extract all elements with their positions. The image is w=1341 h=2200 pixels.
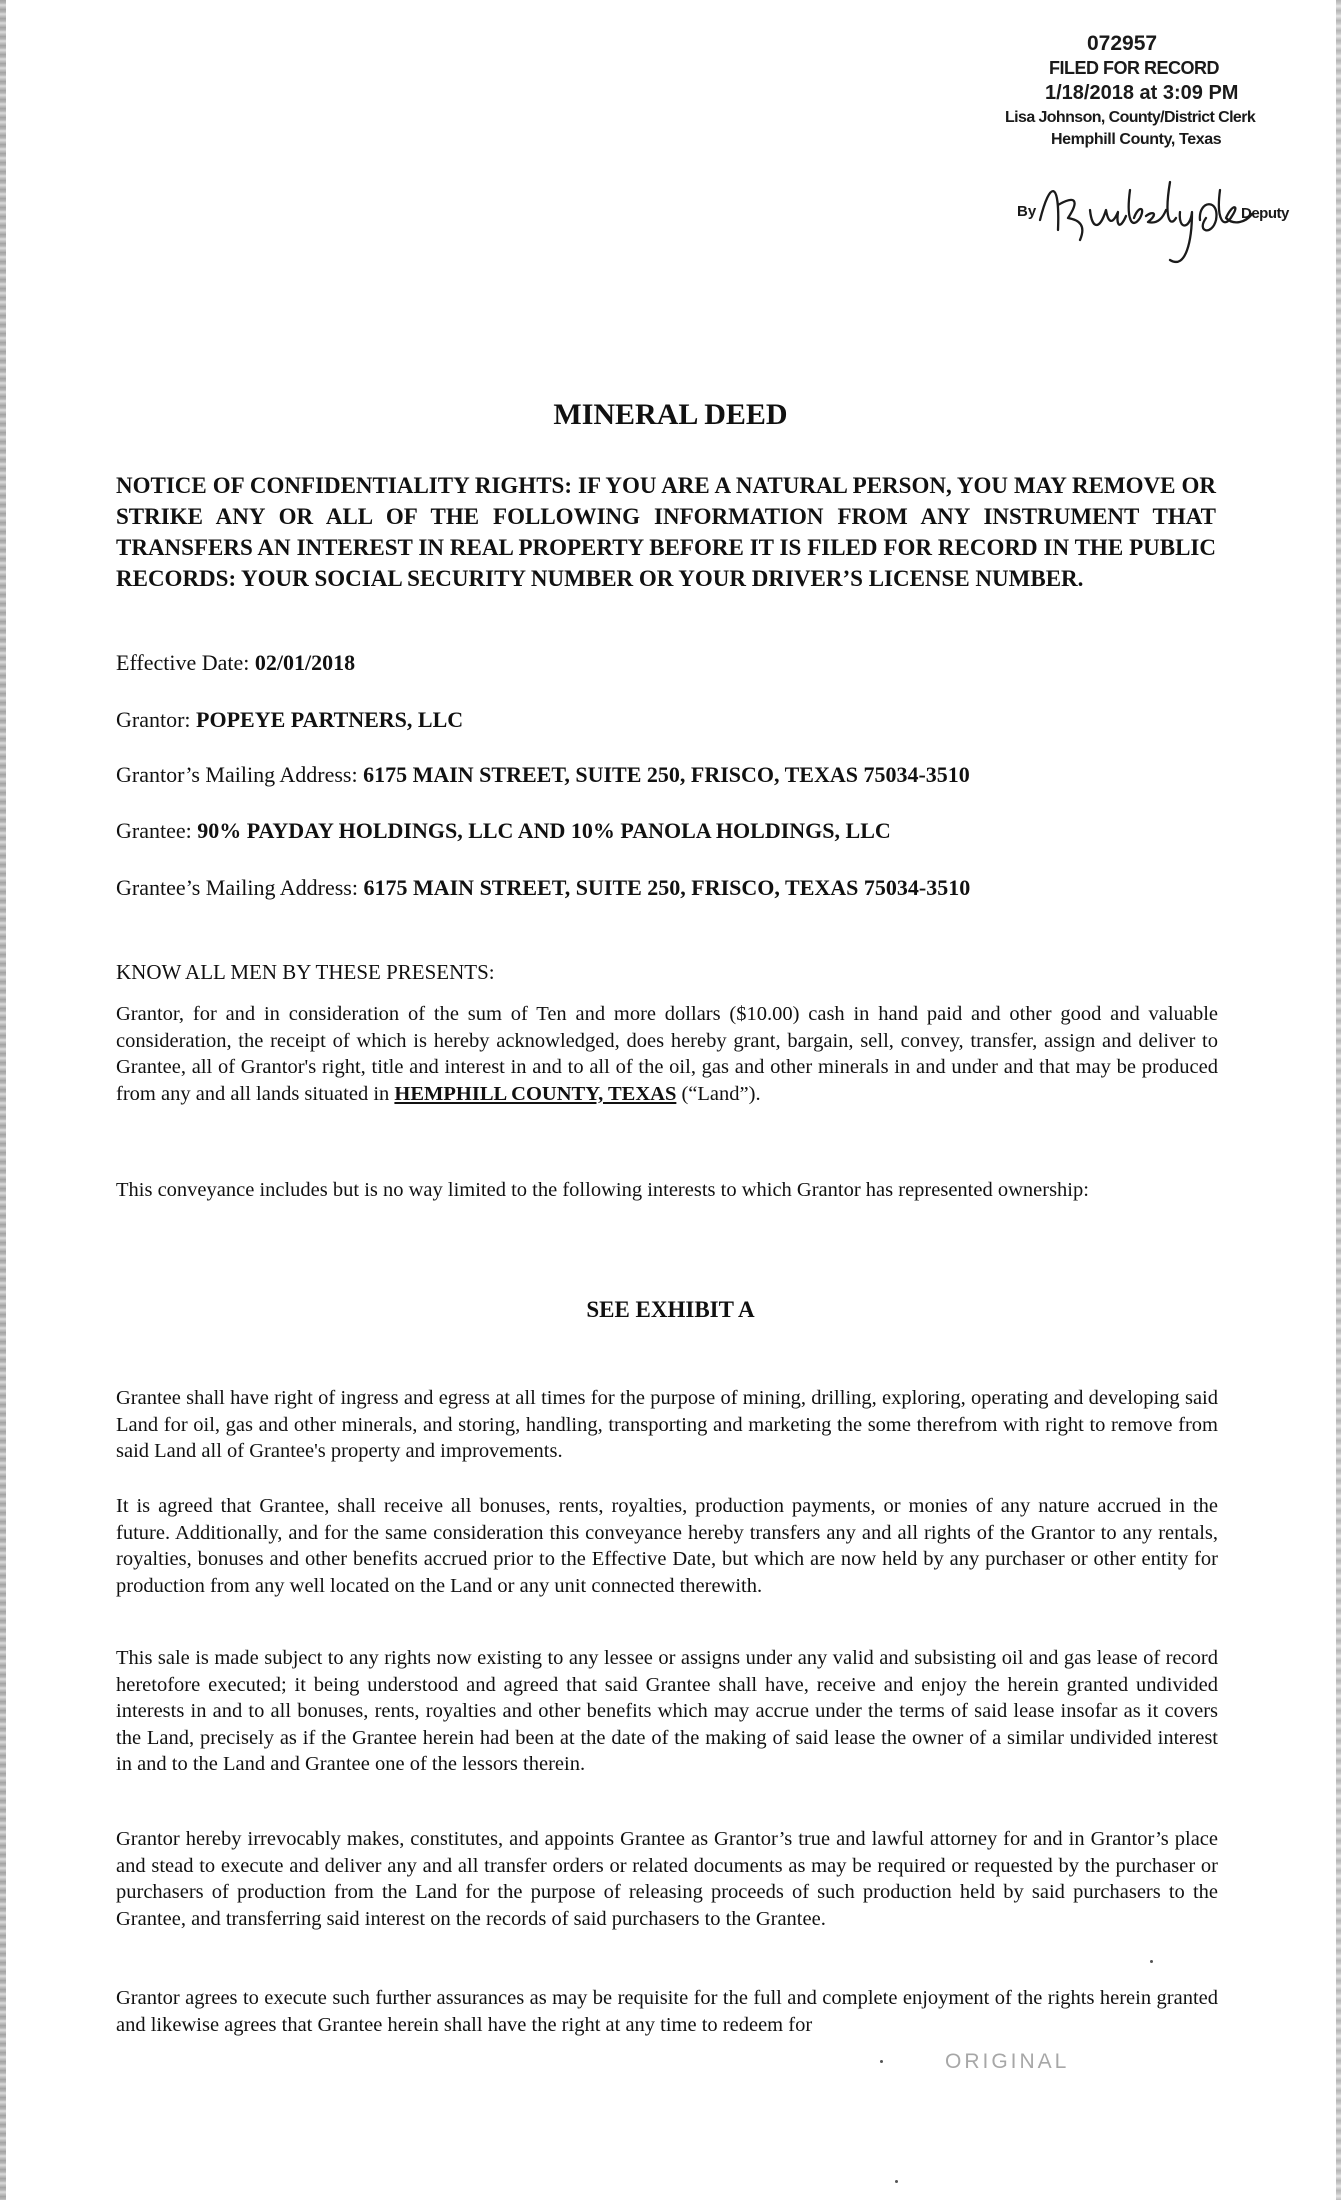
- county-name: Hemphill County, Texas: [1051, 131, 1222, 148]
- grantee-address-value: 6175 MAIN STREET, SUITE 250, FRISCO, TEXAS 75034-3510: [363, 875, 971, 900]
- attorney-paragraph: Grantor hereby irrevocably makes, constitutes, and appoints Grantee as Grantor’s true and lawful attorney for and in Grantor’s place and stead to execute and deliver any and all transfer orders or related documents as may be required or requested by the purchaser or purchasers of production from the Land for the purpose of releasing proceeds of such production held by said purchasers to the Grantee, and transferring said interest on the records of said purchasers to the Grantee.: [116, 1828, 1218, 1930]
- grant-paragraph-end: (“Land”).: [681, 1082, 761, 1105]
- grant-county: HEMPHILL COUNTY, TEXAS: [394, 1082, 677, 1105]
- grantor-value: POPEYE PARTNERS, LLC: [196, 707, 464, 732]
- original-stamp: ORIGINAL: [945, 2050, 1070, 2073]
- confidentiality-notice: NOTICE OF CONFIDENTIALITY RIGHTS: IF YOU ARE A NATURAL PERSON, YOU MAY REMOVE OR STRIKE ANY OR ALL OF THE FOLLOWING INFORMATION FROM ANY INSTRUMENT THAT TRANSFERS AN INTEREST IN REAL PROPERTY BEFORE IT IS FILED FOR RECORD IN THE PUBLIC RECORDS: YOUR SOCIAL SECURITY NUMBER OR YOUR DRIVER’S LICENSE NUMBER.: [116, 473, 1216, 591]
- scan-speck: [880, 2060, 883, 2063]
- grantee-row: [116, 818, 1216, 844]
- scan-speck: [1150, 1960, 1153, 1963]
- filed-datetime: 1/18/2018 at 3:09 PM: [1045, 82, 1239, 104]
- scan-edge-left: [0, 0, 6, 2200]
- grantee-value: 90% PAYDAY HOLDINGS, LLC AND 10% PANOLA HOLDINGS, LLC: [197, 818, 891, 843]
- know-all-men: KNOW ALL MEN BY THESE PRESENTS:: [116, 960, 495, 984]
- scan-speck: [895, 2180, 898, 2183]
- deputy-label: Deputy: [1241, 205, 1289, 222]
- grantee-label: Grantee:: [116, 818, 192, 843]
- effective-date-label: Effective Date:: [116, 650, 250, 675]
- assurances-paragraph: Grantor agrees to execute such further assurances as may be requisite for the full and complete enjoyment of the rights herein granted and likewise agrees that Grantee herein shall have the right at any time to redeem for: [116, 1987, 1218, 2036]
- effective-date-row: [116, 650, 1216, 676]
- grantor-address-value: 6175 MAIN STREET, SUITE 250, FRISCO, TEXAS 75034-3510: [363, 762, 970, 787]
- document-number: 072957: [1087, 32, 1158, 55]
- grantee-address-row: [116, 875, 1216, 901]
- grantor-address-row: [116, 762, 1216, 788]
- grantee-address-label: Grantee’s Mailing Address:: [116, 875, 358, 900]
- conveyance-paragraph: This conveyance includes but is no way limited to the following interests to which Grantor has represented ownership:: [116, 1179, 1089, 1201]
- handwritten-signature: [1020, 160, 1260, 280]
- grant-paragraph: [116, 1001, 1218, 1107]
- scan-edge-right: [1336, 0, 1341, 2200]
- clerk-name: Lisa Johnson, County/District Clerk: [1005, 109, 1256, 126]
- grantor-row: [116, 707, 1216, 733]
- grant-paragraph-text: Grantor, for and in consideration of the sum of Ten and more dollars ($10.00) cash in hand paid and other good and valuable consideration, the receipt of which is hereby acknowledged, does hereby grant, bargain, sell, convey, transfer, assign and deliver to Grantee, all of Grantor's right, title and interest in and to all of the oil, gas and other minerals in and under and that may be produced from any and all lands situated in: [116, 1003, 1218, 1105]
- bonuses-paragraph: It is agreed that Grantee, shall receive all bonuses, rents, royalties, production payments, or monies of any nature accrued in the future. Additionally, and for the same consideration this conveyance hereby transfers any and all rights of the Grantor to any rentals, royalties, bonuses and other benefits accrued prior to the Effective Date, but which are now held by any purchaser or other entity for production from any well located on the Land or any unit connected therewith.: [116, 1495, 1218, 1597]
- exhibit-heading: SEE EXHIBIT A: [586, 1297, 755, 1322]
- grantor-address-label: Grantor’s Mailing Address:: [116, 762, 358, 787]
- effective-date-value: 02/01/2018: [254, 650, 356, 675]
- lease-paragraph: This sale is made subject to any rights now existing to any lessee or assigns under any valid and subsisting oil and gas lease of record heretofore executed; it being understood and agreed that said Grantee shall have, receive and enjoy the herein granted undivided interests in and to all bonuses, rents, royalties and other benefits which may accrue under the terms of said lease insofar as it covers the Land, precisely as if the Grantee herein had been at the date of the making of said lease the owner of a similar undivided interest in and to the Land and Grantee one of the lessors therein.: [116, 1647, 1218, 1775]
- document-title: MINERAL DEED: [553, 398, 788, 431]
- filed-label: FILED FOR RECORD: [1049, 58, 1219, 78]
- by-label: By: [1017, 203, 1037, 220]
- ingress-paragraph: Grantee shall have right of ingress and egress at all times for the purpose of mining, drilling, exploring, operating and developing said Land for oil, gas and other minerals, and storing, handling, transporting and marketing the some therefrom with right to remove from said Land all of Grantee's property and improvements.: [116, 1387, 1218, 1462]
- grantor-label: Grantor:: [116, 707, 191, 732]
